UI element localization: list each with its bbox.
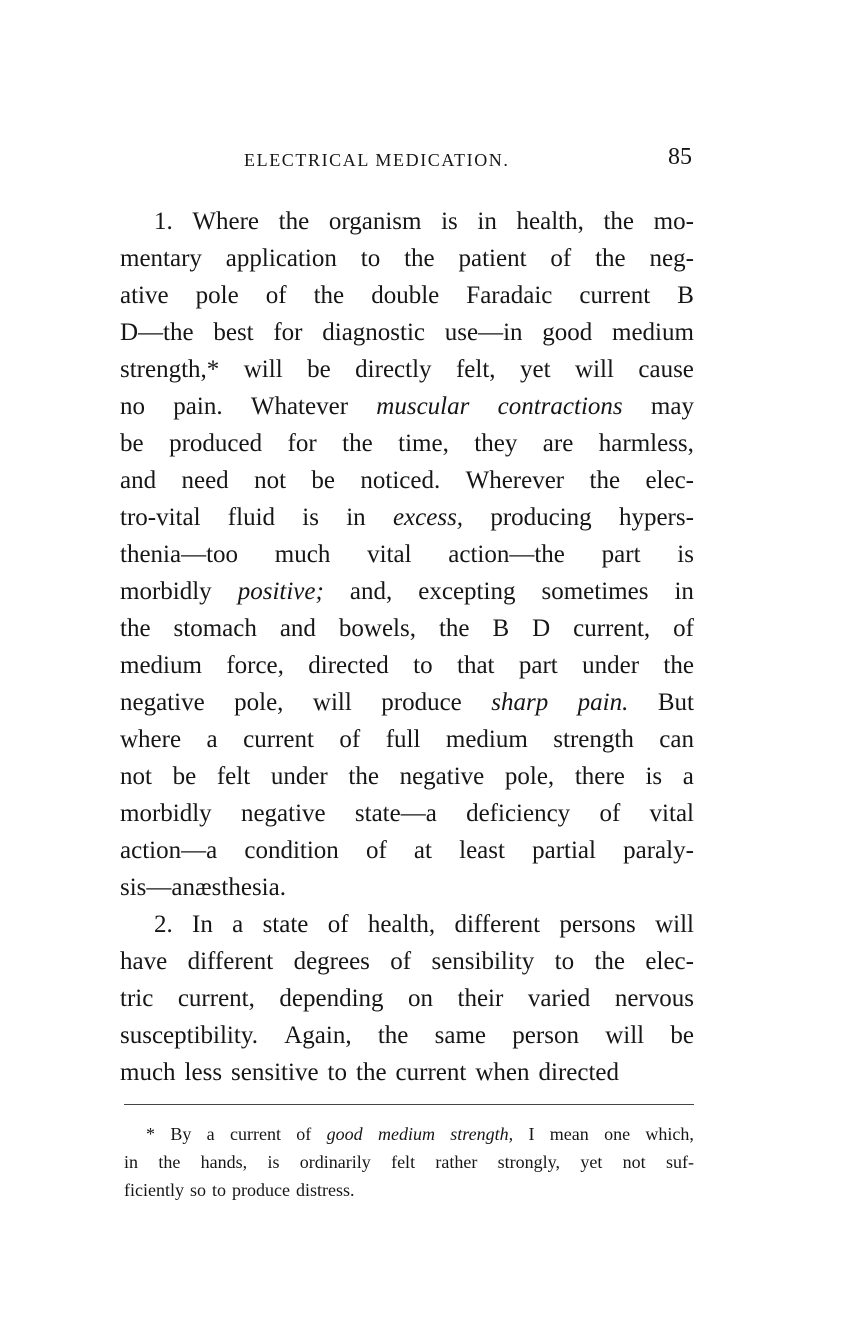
word: the [158, 1152, 181, 1172]
word: be [311, 467, 335, 494]
word: persons [559, 911, 636, 938]
word: the [313, 282, 345, 309]
word: felt [391, 1152, 416, 1172]
word: at [413, 837, 432, 864]
word: in [124, 1152, 139, 1172]
word: cause [638, 356, 694, 383]
word: directly [355, 356, 432, 383]
word: But [657, 689, 694, 716]
text-line [120, 943, 694, 980]
word: strength [553, 726, 634, 753]
word: will [575, 356, 614, 383]
word: bowels, [338, 615, 416, 642]
word: the [278, 208, 310, 235]
text-line [120, 425, 694, 462]
italic-word: strength, [450, 1124, 514, 1144]
word: not [120, 763, 152, 790]
word: that [457, 652, 495, 679]
text-line [120, 647, 694, 684]
word: are [542, 430, 574, 457]
word: B [492, 615, 510, 642]
word: double [371, 282, 440, 309]
word: of [390, 948, 412, 975]
word: is [267, 1152, 280, 1172]
word: no [120, 393, 145, 420]
word: less [184, 1059, 223, 1086]
word: produce [381, 689, 462, 716]
italic-word: medium [377, 1124, 435, 1144]
text-line [120, 573, 694, 610]
word: same [434, 1022, 487, 1049]
word: tric [120, 985, 154, 1012]
word: the [663, 652, 694, 679]
word: of [296, 1124, 312, 1144]
word: hands, [200, 1152, 248, 1172]
word: the [348, 763, 379, 790]
word: neg- [649, 245, 694, 272]
word: ordinarily [299, 1152, 371, 1172]
text-line [120, 980, 694, 1017]
word: Again, [284, 1022, 352, 1049]
text-line [120, 536, 694, 573]
word: distress. [296, 1180, 355, 1200]
word: mo- [653, 208, 694, 235]
word: under [270, 763, 328, 790]
word: felt [216, 763, 251, 790]
word: when [475, 1059, 530, 1086]
word: may [650, 393, 694, 420]
word: to [554, 948, 575, 975]
word: hypers- [618, 504, 694, 531]
word: pain. [173, 393, 223, 420]
word: a [206, 726, 218, 753]
word: the [589, 467, 621, 494]
word: in [346, 504, 366, 531]
word: have [120, 948, 168, 975]
word: to [360, 245, 381, 272]
text-line [120, 240, 694, 277]
word: of [673, 615, 694, 642]
word: varied [527, 985, 591, 1012]
word: and [279, 615, 316, 642]
word: is [645, 763, 663, 790]
paragraph-p2 [120, 906, 694, 1091]
word: part [601, 541, 641, 568]
text-line [120, 795, 694, 832]
text-line [120, 832, 694, 869]
footnote-rule [124, 1104, 694, 1105]
word: medium [120, 652, 202, 679]
word: diagnostic [322, 319, 426, 346]
word: sometimes [541, 578, 649, 605]
word: producing [490, 504, 592, 531]
word: fluid [227, 504, 276, 531]
word: negative [399, 763, 485, 790]
word: D [532, 615, 551, 642]
word: they [474, 430, 518, 457]
word: their [457, 985, 504, 1012]
word: pole, [504, 763, 555, 790]
italic-word: positive; [237, 578, 324, 605]
word: directed [308, 652, 389, 679]
word: to [212, 1180, 227, 1200]
word: of [327, 911, 349, 938]
word: the [603, 208, 635, 235]
word: sis—anæsthesia. [120, 874, 286, 901]
word: nervous [614, 985, 694, 1012]
word: use—in [444, 319, 523, 346]
word: is [302, 504, 319, 531]
word: of [599, 800, 621, 827]
word: be [172, 763, 197, 790]
word: will [655, 911, 694, 938]
word: good [542, 319, 593, 346]
word: much [120, 1059, 176, 1086]
word: In [192, 911, 213, 938]
word: which, [645, 1124, 694, 1144]
word: not [254, 467, 287, 494]
word: tro-vital [120, 504, 201, 531]
text-line [120, 203, 694, 240]
body-text [120, 203, 694, 1091]
word: * [146, 1124, 155, 1144]
italic-word: pain. [577, 689, 629, 716]
italic-word: excess, [392, 504, 464, 531]
word: for [287, 430, 317, 457]
word: force, [226, 652, 284, 679]
word: directed [538, 1059, 620, 1086]
word: mentary [120, 245, 202, 272]
word: excepting [418, 578, 516, 605]
word: morbidly [120, 800, 212, 827]
word: is [677, 541, 694, 568]
text-line [120, 906, 694, 943]
word: not [622, 1152, 646, 1172]
italic-word: muscular [376, 393, 470, 420]
word: sensibility [431, 948, 535, 975]
word: ficiently [124, 1180, 184, 1200]
word: Wherever [465, 467, 565, 494]
word: of [365, 837, 387, 864]
word: part [518, 652, 558, 679]
word: B [677, 282, 694, 309]
word: By [170, 1124, 192, 1144]
word: will [605, 1022, 645, 1049]
text-line [120, 758, 694, 795]
word: negative [240, 800, 326, 827]
word: noticed. [360, 467, 441, 494]
word: deficiency [466, 800, 571, 827]
word: elec- [645, 467, 694, 494]
text-line [120, 351, 694, 388]
word: rather [435, 1152, 478, 1172]
word: the [438, 615, 470, 642]
word: on [408, 985, 434, 1012]
word: produce [232, 1180, 290, 1200]
word: be [307, 356, 331, 383]
word: morbidly [120, 578, 212, 605]
word: current [395, 1059, 467, 1086]
word: elec- [645, 948, 694, 975]
word: felt, [455, 356, 496, 383]
text-line [124, 1176, 694, 1204]
text-line [120, 462, 694, 499]
word: Whatever [250, 393, 349, 420]
word: different [454, 911, 541, 938]
word: action—the [448, 541, 565, 568]
word: Faradaic [466, 282, 553, 309]
word: the [120, 615, 151, 642]
word: action—a [120, 837, 218, 864]
italic-word: good [326, 1124, 363, 1144]
word: there [574, 763, 625, 790]
word: will [243, 356, 283, 383]
word: depending [279, 985, 384, 1012]
word: negative [120, 689, 205, 716]
word: health, [367, 911, 436, 938]
word: the [404, 245, 435, 272]
word: different [187, 948, 274, 975]
word: I [528, 1124, 535, 1144]
word: 2. [154, 911, 173, 938]
word: a [682, 763, 694, 790]
word: be [670, 1022, 694, 1049]
word: Where [192, 208, 260, 235]
word: pole, [234, 689, 284, 716]
word: person [512, 1022, 579, 1049]
word: susceptibility. [120, 1022, 258, 1049]
word: a [206, 1124, 215, 1144]
text-line [120, 721, 694, 758]
paragraph-p1 [120, 203, 694, 906]
italic-word: contractions [497, 393, 623, 420]
word: 1. [154, 208, 173, 235]
word: and [120, 467, 157, 494]
word: vital [649, 800, 694, 827]
text-line [120, 277, 694, 314]
word: where [120, 726, 182, 753]
word: current [230, 1124, 281, 1144]
word: current, [177, 985, 255, 1012]
word: suf- [665, 1152, 694, 1172]
word: paraly- [623, 837, 694, 864]
word: the [342, 430, 373, 457]
word: to [327, 1059, 347, 1086]
word: is [441, 208, 458, 235]
word: strength,* [120, 356, 220, 383]
word: so [189, 1180, 206, 1200]
word: current [579, 282, 651, 309]
word: degrees [293, 948, 370, 975]
word: least [459, 837, 505, 864]
word: be [120, 430, 144, 457]
word: health, [516, 208, 584, 235]
word: to [413, 652, 433, 679]
word: produced [169, 430, 263, 457]
word: and, [349, 578, 393, 605]
word: will [312, 689, 352, 716]
word: can [659, 726, 694, 753]
word: patient [458, 245, 527, 272]
word: the [356, 1059, 387, 1086]
word: state—a [354, 800, 437, 827]
word: the [377, 1022, 409, 1049]
page-number: 85 [668, 144, 692, 170]
word: stomach [173, 615, 257, 642]
word: ative [120, 282, 169, 309]
text-line [124, 1148, 694, 1176]
word: strongly, [497, 1152, 561, 1172]
word: under [582, 652, 640, 679]
word: organism [328, 208, 422, 235]
word: mean [549, 1124, 589, 1144]
word: pole [195, 282, 239, 309]
word: full [385, 726, 421, 753]
word: thenia—too [120, 541, 239, 568]
word: condition [244, 837, 339, 864]
text-line [124, 1120, 694, 1148]
word: D—the [120, 319, 194, 346]
word: of [550, 245, 572, 272]
word: yet [580, 1152, 603, 1172]
word: for [273, 319, 303, 346]
word: need [181, 467, 229, 494]
text-line [120, 684, 694, 721]
word: current, [573, 615, 651, 642]
word: much [274, 541, 331, 568]
word: in [674, 578, 694, 605]
word: application [225, 245, 337, 272]
word: harmless, [598, 430, 694, 457]
text-line [120, 610, 694, 647]
text-line [120, 869, 694, 906]
text-line [120, 499, 694, 536]
word: the [594, 948, 626, 975]
text-line [120, 314, 694, 351]
word: a [232, 911, 244, 938]
text-line [120, 1054, 694, 1091]
word: vital [367, 541, 412, 568]
word: yet [520, 356, 551, 383]
word: one [604, 1124, 631, 1144]
word: of [339, 726, 361, 753]
word: partial [532, 837, 596, 864]
running-title: ELECTRICAL MEDICATION. [244, 150, 510, 170]
word: time, [398, 430, 449, 457]
text-line [120, 388, 694, 425]
word: sensitive [231, 1059, 319, 1086]
word: state [262, 911, 309, 938]
italic-word: sharp [491, 689, 549, 716]
word: of [265, 282, 287, 309]
word: in [477, 208, 497, 235]
text-line [120, 1017, 694, 1054]
word: current [243, 726, 314, 753]
word: best [213, 319, 254, 346]
word: the [595, 245, 626, 272]
word: medium [445, 726, 528, 753]
running-head [244, 146, 692, 174]
word: medium [612, 319, 694, 346]
footnote [124, 1120, 694, 1204]
